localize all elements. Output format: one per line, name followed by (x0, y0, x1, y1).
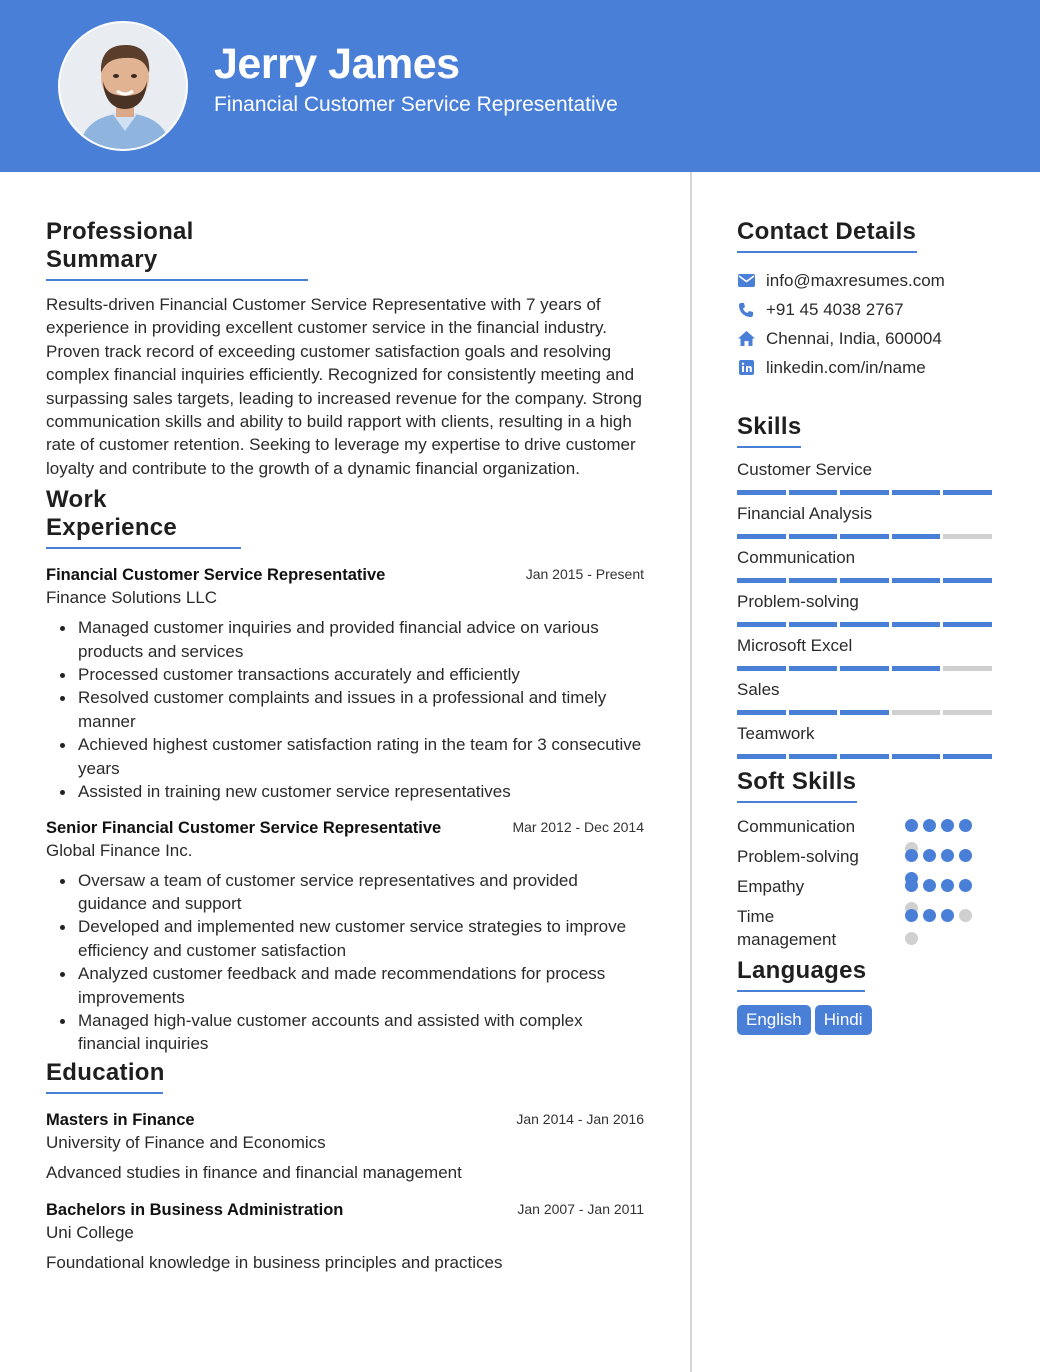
skill-item (737, 504, 995, 539)
rating-dot (923, 879, 936, 892)
rating-dot (959, 879, 972, 892)
skills-heading: Skills (737, 413, 801, 448)
skill-level-segment (892, 534, 941, 539)
education-date: Jan 2014 - Jan 2016 (516, 1110, 644, 1127)
skill-level-segment (943, 534, 992, 539)
language-tag: English (737, 1005, 811, 1035)
experience-heading: Work Experience (46, 486, 241, 549)
rating-dot (905, 819, 918, 832)
skill-item (737, 592, 995, 627)
skill-name: Customer Service (737, 460, 873, 479)
skill-level-bar (737, 710, 995, 715)
degree-title: Masters in Finance (46, 1110, 195, 1129)
job-bullet: Managed high-value customer accounts and assisted with complex financial inquiries (46, 1009, 646, 1056)
skill-name: Sales (737, 680, 780, 699)
skill-level-segment (892, 754, 941, 759)
skill-level-segment (892, 710, 941, 715)
education-description: Advanced studies in finance and financial management (46, 1162, 462, 1182)
skill-item (737, 636, 995, 671)
job-bullet: Managed customer inquiries and provided financial advice on various products and services (46, 616, 646, 663)
job-company: Finance Solutions LLC (46, 588, 218, 608)
contact-address-row (737, 324, 995, 353)
skill-level-bar (737, 666, 995, 671)
linkedin-icon (737, 359, 755, 377)
skill-level-segment (737, 534, 786, 539)
soft-skills-list (737, 815, 995, 951)
rating-dot (959, 849, 972, 862)
contact-linkedin[interactable]: linkedin.com/in/name (766, 357, 926, 377)
contact-email[interactable]: info@maxresumes.com (766, 270, 945, 290)
profile-photo (58, 21, 188, 151)
skill-level-segment (840, 534, 889, 539)
job-date: Mar 2012 - Dec 2014 (512, 818, 644, 835)
skill-level-segment (840, 578, 889, 583)
contact-phone-row (737, 295, 995, 324)
rating-dot (959, 819, 972, 832)
soft-skill-item (737, 815, 995, 845)
contact-section (737, 218, 995, 382)
skill-level-segment (840, 622, 889, 627)
skill-item (737, 460, 995, 495)
languages-section (737, 957, 995, 1035)
job-bullet: Oversaw a team of customer service representatives and provided guidance and support (46, 869, 646, 916)
skill-level-bar (737, 578, 995, 583)
skill-level-segment (892, 578, 941, 583)
skill-level-segment (789, 622, 838, 627)
experience-section (46, 486, 646, 1056)
skill-level-segment (840, 490, 889, 495)
contact-linkedin-row (737, 353, 995, 382)
rating-dot (941, 909, 954, 922)
skill-name: Microsoft Excel (737, 636, 853, 655)
skill-level-segment (789, 578, 838, 583)
languages-list (737, 1005, 995, 1035)
soft-skills-section (737, 768, 995, 951)
soft-skill-name: Empathy (737, 877, 805, 896)
education-entry (46, 1201, 646, 1273)
skill-item (737, 724, 995, 759)
school-name: University of Finance and Economics (46, 1132, 326, 1152)
skill-level-segment (789, 710, 838, 715)
education-section (46, 1059, 646, 1273)
soft-skill-item (737, 905, 995, 951)
skills-section (737, 413, 995, 759)
job-entry (46, 819, 646, 1056)
phone-icon (737, 301, 755, 319)
school-name: Uni College (46, 1222, 134, 1242)
education-date: Jan 2007 - Jan 2011 (517, 1200, 644, 1217)
summary-text: Results-driven Financial Customer Service Representative with 7 years of experience in providing excellent customer service in the financial industry. Proven track record of exceeding customer satisfaction goals and resolving complex financial inquiries efficiently. Recognized for consistently meeting and surpassing sales targets, leading to increased revenue for the company. Strong communication skills and ability to build rapport with clients, resulting in a high rate of customer retention. Seeking to leverage my expertise to drive customer loyalty and contribute to the growth of a dynamic financial organization. (46, 295, 642, 478)
skill-level-segment (737, 622, 786, 627)
degree-title: Bachelors in Business Administration (46, 1200, 344, 1219)
column-divider (690, 172, 692, 1372)
contact-phone[interactable]: +91 45 4038 2767 (766, 299, 904, 319)
skill-level-segment (892, 490, 941, 495)
rating-dot (905, 909, 918, 922)
summary-section (46, 218, 646, 480)
rating-dot (941, 849, 954, 862)
skill-level-bar (737, 622, 995, 627)
skill-level-segment (943, 710, 992, 715)
skill-level-segment (840, 666, 889, 671)
skill-level-segment (789, 754, 838, 759)
rating-dot (941, 819, 954, 832)
skill-level-segment (943, 622, 992, 627)
languages-heading: Languages (737, 957, 865, 992)
skill-item (737, 680, 995, 715)
job-bullet: Analyzed customer feedback and made recommendations for process improvements (46, 962, 646, 1009)
skill-level-segment (943, 578, 992, 583)
candidate-name: Jerry James (214, 40, 460, 88)
skill-level-segment (943, 666, 992, 671)
soft-skill-name: Time management (737, 907, 837, 949)
skill-level-segment (737, 578, 786, 583)
soft-skills-heading: Soft Skills (737, 768, 857, 803)
rating-dot (905, 879, 918, 892)
contact-email-row (737, 266, 995, 295)
rating-dot (905, 932, 918, 945)
candidate-role: Financial Customer Service Representative (214, 93, 618, 116)
rating-dot (941, 879, 954, 892)
skill-level-segment (943, 490, 992, 495)
home-icon (737, 330, 755, 348)
contact-address: Chennai, India, 600004 (766, 328, 942, 348)
skill-level-segment (789, 490, 838, 495)
skill-name: Problem-solving (737, 592, 859, 611)
job-company: Global Finance Inc. (46, 840, 193, 860)
skill-level-segment (737, 666, 786, 671)
education-entry (46, 1111, 646, 1183)
job-bullets (46, 869, 646, 1056)
skill-name: Financial Analysis (737, 504, 873, 523)
skill-name: Teamwork (737, 724, 815, 743)
job-entry (46, 566, 646, 803)
rating-dot (923, 849, 936, 862)
soft-skill-item (737, 875, 995, 905)
skill-level-segment (840, 710, 889, 715)
education-description: Foundational knowledge in business principles and practices (46, 1252, 503, 1272)
skill-level-segment (789, 534, 838, 539)
main-column (46, 172, 646, 1273)
contact-heading: Contact Details (737, 218, 917, 253)
skill-name: Communication (737, 548, 856, 567)
rating-dot (923, 819, 936, 832)
skill-level-segment (737, 710, 786, 715)
rating-dot (923, 909, 936, 922)
soft-skill-name: Problem-solving (737, 847, 859, 866)
skill-level-segment (892, 622, 941, 627)
skill-level-segment (789, 666, 838, 671)
summary-heading: Professional Summary (46, 218, 308, 281)
soft-skill-name: Communication (737, 817, 856, 836)
job-title: Financial Customer Service Representative (46, 566, 386, 585)
skill-item (737, 548, 995, 583)
soft-skill-item (737, 845, 995, 875)
job-bullets (46, 616, 646, 803)
skill-level-segment (943, 754, 992, 759)
job-bullet: Processed customer transactions accurately and efficiently (46, 663, 646, 686)
header-banner (0, 0, 1040, 172)
person-photo-icon (60, 23, 188, 151)
skill-level-bar (737, 754, 995, 759)
job-bullet: Achieved highest customer satisfaction rating in the team for 3 consecutive years (46, 733, 646, 780)
rating-dot (905, 849, 918, 862)
skill-level-segment (892, 666, 941, 671)
education-heading: Education (46, 1059, 163, 1094)
job-date: Jan 2015 - Present (525, 566, 644, 583)
skill-level-segment (840, 754, 889, 759)
skill-level-segment (737, 754, 786, 759)
language-tag: Hindi (815, 1005, 872, 1035)
envelope-icon (737, 272, 755, 290)
skill-level-bar (737, 490, 995, 495)
skill-level-bar (737, 534, 995, 539)
job-bullet: Developed and implemented new customer service strategies to improve efficiency and customer satisfaction (46, 915, 646, 962)
rating-dot (959, 909, 972, 922)
skill-level-segment (737, 490, 786, 495)
job-title: Senior Financial Customer Service Representative (46, 818, 442, 837)
sidebar-column (737, 172, 995, 1035)
skills-list (737, 460, 995, 759)
job-bullet: Assisted in training new customer service representatives (46, 780, 646, 803)
job-bullet: Resolved customer complaints and issues in a professional and timely manner (46, 686, 646, 733)
